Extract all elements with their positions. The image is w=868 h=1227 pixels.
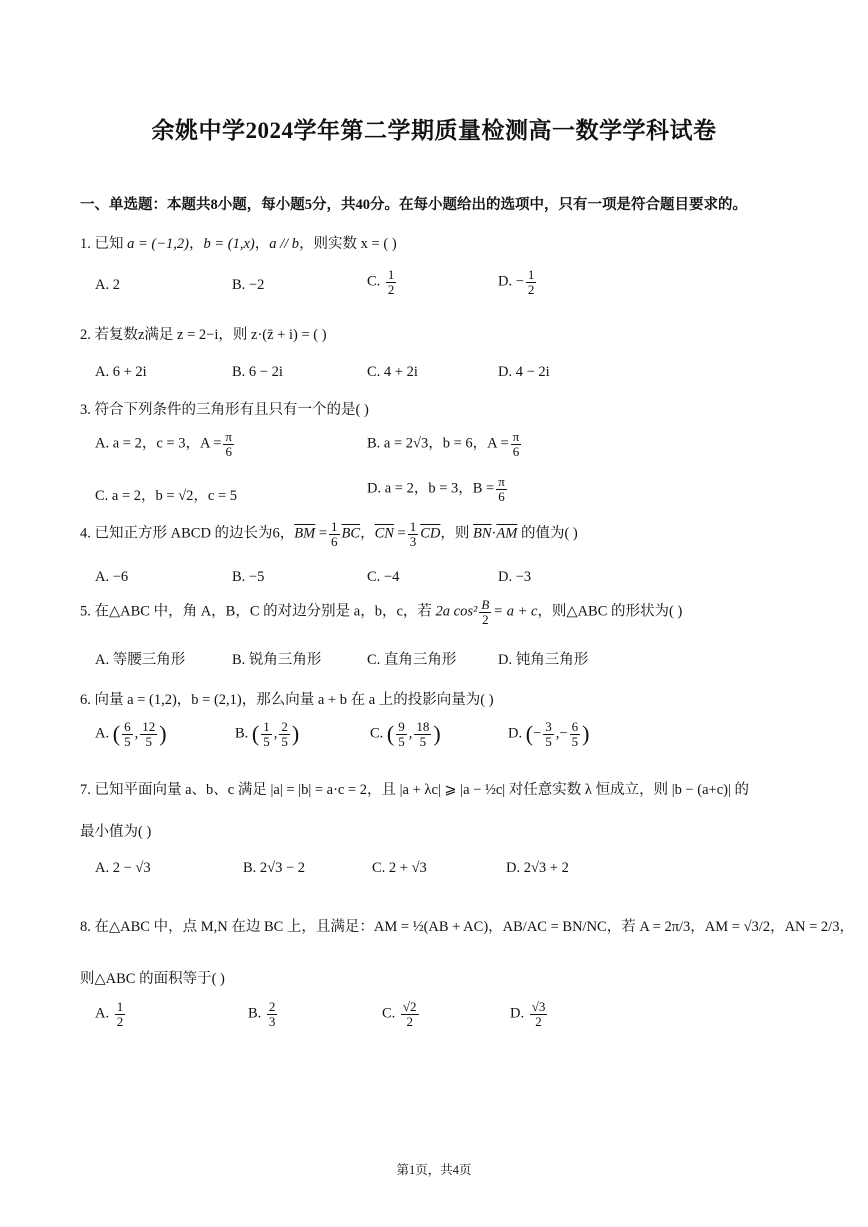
q3-option-b[interactable]: B. a = 2√3，b = 6，A = $\frac{\pi}{6}$ [367,429,520,459]
q2-option-b[interactable]: B. 6 − 2i [232,364,283,380]
q3-option-d[interactable]: D. a = 2，b = 3，B = $\frac{\pi}{6}$ [367,474,505,504]
page-title: 余姚中学2024学年第二学期质量检测高一数学学科试卷 [151,118,717,143]
question-7-cont: 最小值为( ) [80,824,152,840]
q6-option-a[interactable]: A. ( $\frac{6}{5}$ , $\frac{12}{5}$ ) [95,719,167,749]
q7-option-d[interactable]: D. 2√3 + 2 [506,860,569,876]
q2-option-c[interactable]: C. 4 + 2i [367,364,418,380]
section-header: 一、单选题：本题共8小题，每小题5分，共40分。在每小题给出的选项中，只有一项是符合题目要求的。 [80,197,747,213]
q1-option-d[interactable]: D. − $\frac{1}{2}$ [498,267,535,297]
q1-option-b[interactable]: B. −2 [232,277,265,293]
q1-option-c[interactable]: C. $\frac{1}{2}$ [367,267,395,297]
question-8-cont: 则△ABC 的面积等于( ) [80,971,225,987]
q8-option-d[interactable]: D. $\frac{√3}{2}$ [510,999,546,1029]
q7-option-a[interactable]: A. 2 − √3 [95,860,151,876]
q6-option-c[interactable]: C. ( $\frac{9}{5}$ , $\frac{18}{5}$ ) [370,719,441,749]
q2-option-d[interactable]: D. 4 − 2i [498,364,550,380]
question-1: 1. 已知 a = (−1,2)，b = (1,x)，a // b，则实数 x = ( ) [80,236,397,252]
question-8: 8. 在△ABC 中，点 M,N 在边 BC 上，且满足：AM = ½(AB + AC)，AB/AC = BN/NC，若 A = 2π/3，AM = √3/2，AN = 2/3， [80,919,854,935]
q2-option-a[interactable]: A. 6 + 2i [95,364,147,380]
q8-option-c[interactable]: C. $\frac{√2}{2}$ [382,999,417,1029]
question-5: 5. 在△ABC 中，角 A，B，C 的对边分别是 a，b，c，若 2a cos² $\frac{B}{2}$ = a + c，则△ABC 的形状为( ) [80,597,683,627]
page-footer: 第1页，共4页 [396,1163,472,1177]
question-6: 6. 向量 a = (1,2)，b = (2,1)，那么向量 a + b 在 a 上的投影向量为( ) [80,692,494,708]
q8-option-b[interactable]: B. $\frac{2}{3}$ [248,999,276,1029]
question-3: 3. 符合下列条件的三角形有且只有一个的是( ) [80,402,369,418]
q5-option-a[interactable]: A. 等腰三角形 [95,652,186,668]
q3-option-a[interactable]: A. a = 2，c = 3，A = $\frac{\pi}{6}$ [95,429,232,459]
q7-option-b[interactable]: B. 2√3 − 2 [243,860,306,876]
question-4: 4. 已知正方形 ABCD 的边长为6，$\overline{BM}$ = $\frac{1}{6}$ $\overline{BC}$，$\overline{CN}$ = $\frac{1}{3}$ $\overline{CD}$，则 $\overline{BN}\cdot\overline{AM}$ 的值为( ) [80,519,578,549]
q8-option-a[interactable]: A. $\frac{1}{2}$ [95,999,124,1029]
q5-option-c[interactable]: C. 直角三角形 [367,652,457,668]
q4-option-b[interactable]: B. −5 [232,569,265,585]
q6-option-d[interactable]: D. (− $\frac{3}{5}$ ,− $\frac{6}{5}$ ) [508,719,590,749]
question-2: 2. 若复数z满足 z = 2−i，则 z·(z̄ + i) = ( ) [80,327,327,343]
q4-option-d[interactable]: D. −3 [498,569,532,585]
q3-option-c[interactable]: C. a = 2，b = √2，c = 5 [95,488,238,504]
q5-option-b[interactable]: B. 锐角三角形 [232,652,322,668]
q7-option-c[interactable]: C. 2 + √3 [372,860,427,876]
q6-option-b[interactable]: B. ( $\frac{1}{5}$ , $\frac{2}{5}$ ) [235,719,300,749]
q5-option-d[interactable]: D. 钝角三角形 [498,652,589,668]
question-7: 7. 已知平面向量 a、b、c 满足 |a| = |b| = a·c = 2，且 |a + λc| ⩾ |a − ½c| 对任意实数 λ 恒成立，则 |b − (a+c)| 的 [80,782,750,798]
q1-option-a[interactable]: A. 2 [95,277,120,293]
q4-option-c[interactable]: C. −4 [367,569,400,585]
q4-option-a[interactable]: A. −6 [95,569,129,585]
